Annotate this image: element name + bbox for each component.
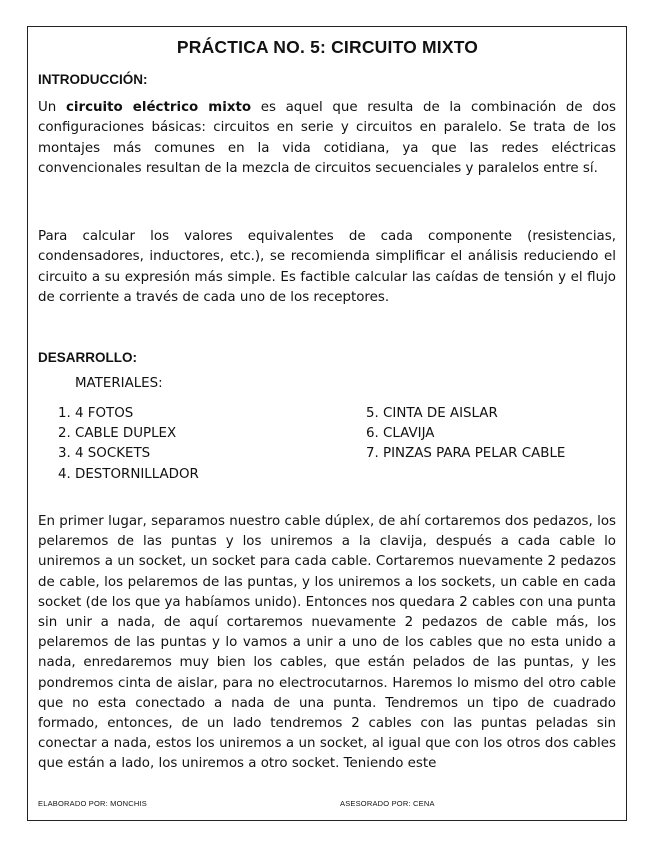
list-item: 3. 4 SOCKETS: [58, 446, 151, 462]
intro-paragraph-1: [38, 98, 616, 180]
materiales-list-right: [366, 404, 565, 465]
list-item: 4. DESTORNILLADOR: [58, 466, 199, 482]
list-item: 6. CLAVIJA: [366, 426, 435, 442]
list-item: 5. CINTA DE AISLAR: [366, 406, 498, 421]
list-item: 7. PINZAS PARA PELAR CABLE: [366, 446, 566, 462]
intro-p1-post: es aquel que resulta de la combinación de dos configuraciones básicas: circuitos en serie y circuitos en paralelo. Se trata de los montajes más comunes en la vida cotidiana, ya que las redes eléctricas convencionales resultan de la mezcla de circuitos secuenciales y paralelos entre sí.: [38, 100, 616, 177]
intro-paragraph-2: Para calcular los valores equivalentes de cada componente (resistencias, condensadores, inductores, etc.), se recomienda simplificar el análisis reduciendo el circuito a su expresión más simple. Es factible calcular las caídas de tensión y el flujo de corriente a través de cada uno de los receptores.: [38, 229, 616, 306]
intro-heading: INTRODUCCIÓN:: [38, 72, 148, 87]
intro-p1-pre: Un: [38, 100, 66, 115]
list-item: 2. CABLE DUPLEX: [58, 426, 177, 442]
desarrollo-heading: DESARROLLO:: [38, 350, 137, 365]
materiales-list-left: [58, 404, 199, 485]
footer-asesorado: ASESORADO POR: CENA: [340, 799, 435, 808]
page-title: PRÁCTICA NO. 5: CIRCUITO MIXTO: [176, 37, 479, 57]
desarrollo-body: En primer lugar, separamos nuestro cable dúplex, de ahí cortaremos dos pedazos, los pelaremos de las puntas y los uniremos a la clavija, después a cada cable lo uniremos a un socket, un socket para cada cable. Cortaremos nuevamente 2 pedazos de cable, los pelaremos de las puntas, y los uniremos a los sockets, un cable en cada socket (de los que ya habíamos unido). Entonces nos quedara 2 cables con una punta sin unir a nada, de aquí cortaremos nuevamente 2 pedazos de cable más, los pelaremos de las puntas y lo vamos a unir a uno de los cables que no esta unido a nada, enredaremos muy bien los cables, que están pelados de las puntas, y les pondremos cinta de aislar, para no electrocutarnos. Haremos lo mismo del otro cable que no esta conectado a nada de una punta. Tendremos un tipo de cuadrado formado, entonces, de un lado tendremos 2 cables con las puntas peladas sin conectar a nada, estos los uniremos a un socket, al igual que con los otros dos cables que están a lado, los uniremos a otro socket. Teniendo este: [38, 514, 616, 772]
materiales-label: MATERIALES:: [75, 376, 163, 391]
footer-elaborado: ELABORADO POR: MONCHIS: [38, 799, 148, 808]
intro-p1-bold: circuito eléctrico mixto: [65, 100, 252, 115]
list-item: 1. 4 FOTOS: [58, 406, 134, 421]
